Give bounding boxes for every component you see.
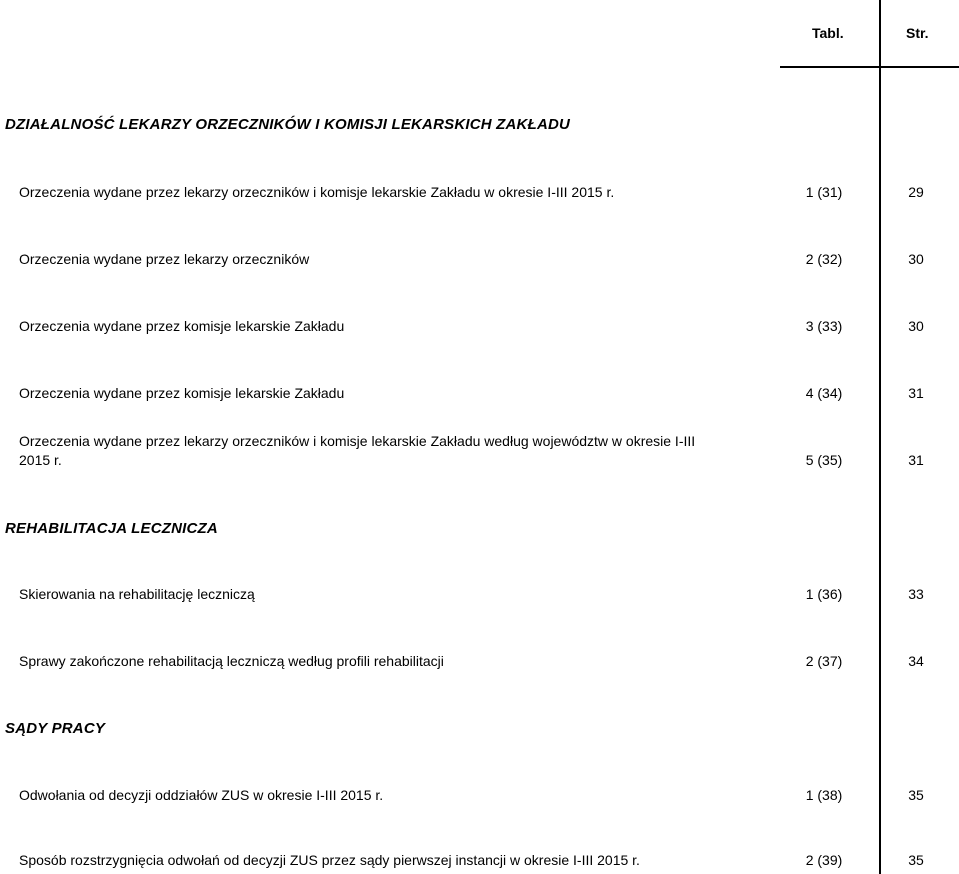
- toc-entry-title: [19, 432, 779, 470]
- section-title-sady-pracy: SĄDY PRACY: [5, 720, 106, 737]
- toc-entry-page: 29: [908, 184, 924, 200]
- toc-entry-tabl: 2 (37): [805, 653, 843, 669]
- toc-entry-title: Sposób rozstrzygnięcia odwołań od decyzji ZUS przez sądy pierwszej instancji w okresie I-III 2015 r.: [19, 852, 640, 868]
- header-tabl: Tabl.: [812, 25, 844, 41]
- toc-entry-title: Orzeczenia wydane przez lekarzy orzeczników: [19, 251, 310, 267]
- section-title-lekarze: DZIAŁALNOŚĆ LEKARZY ORZECZNIKÓW I KOMISJI LEKARSKICH ZAKŁADU: [5, 116, 571, 133]
- toc-entry-title: Odwołania od decyzji oddziałów ZUS w okresie I-III 2015 r.: [19, 787, 384, 803]
- toc-entry-page: 31: [908, 452, 924, 468]
- toc-entry-tabl: 2 (39): [805, 852, 843, 868]
- header-underline: [780, 66, 959, 68]
- toc-entry-page: 35: [908, 787, 924, 803]
- toc-entry-tabl: 3 (33): [805, 318, 843, 334]
- toc-entry-tabl: 4 (34): [805, 385, 843, 401]
- toc-entry-tabl: 2 (32): [805, 251, 843, 267]
- toc-entry-title: Orzeczenia wydane przez komisje lekarskie Zakładu: [19, 385, 345, 401]
- toc-entry-tabl: 1 (38): [805, 787, 843, 803]
- section-title-rehabilitacja: REHABILITACJA LECZNICZA: [5, 520, 218, 537]
- toc-entry-page: 30: [908, 318, 924, 334]
- toc-entry-page: 34: [908, 653, 924, 669]
- toc-entry-title: Orzeczenia wydane przez lekarzy orzeczników i komisje lekarskie Zakładu w okresie I-III 2015 r.: [19, 184, 615, 200]
- toc-entry-title: Sprawy zakończone rehabilitacją leczniczą według profili rehabilitacji: [19, 653, 444, 669]
- toc-entry-page: 33: [908, 586, 924, 602]
- column-divider-vertical: [879, 0, 881, 874]
- toc-entry-title: Skierowania na rehabilitację leczniczą: [19, 586, 255, 602]
- toc-entry-tabl: 1 (36): [805, 586, 843, 602]
- toc-entry-tabl: 5 (35): [805, 452, 843, 468]
- toc-entry-title-line2: 2015 r.: [19, 452, 62, 468]
- toc-entry-title-line1: Orzeczenia wydane przez lekarzy orzeczników i komisje lekarskie Zakładu według województw w okresie I-III: [19, 433, 696, 449]
- toc-entry-page: 30: [908, 251, 924, 267]
- toc-entry-page: 35: [908, 852, 924, 868]
- toc-entry-page: 31: [908, 385, 924, 401]
- toc-entry-title: Orzeczenia wydane przez komisje lekarskie Zakładu: [19, 318, 345, 334]
- header-str: Str.: [906, 25, 929, 41]
- toc-entry-tabl: 1 (31): [805, 184, 843, 200]
